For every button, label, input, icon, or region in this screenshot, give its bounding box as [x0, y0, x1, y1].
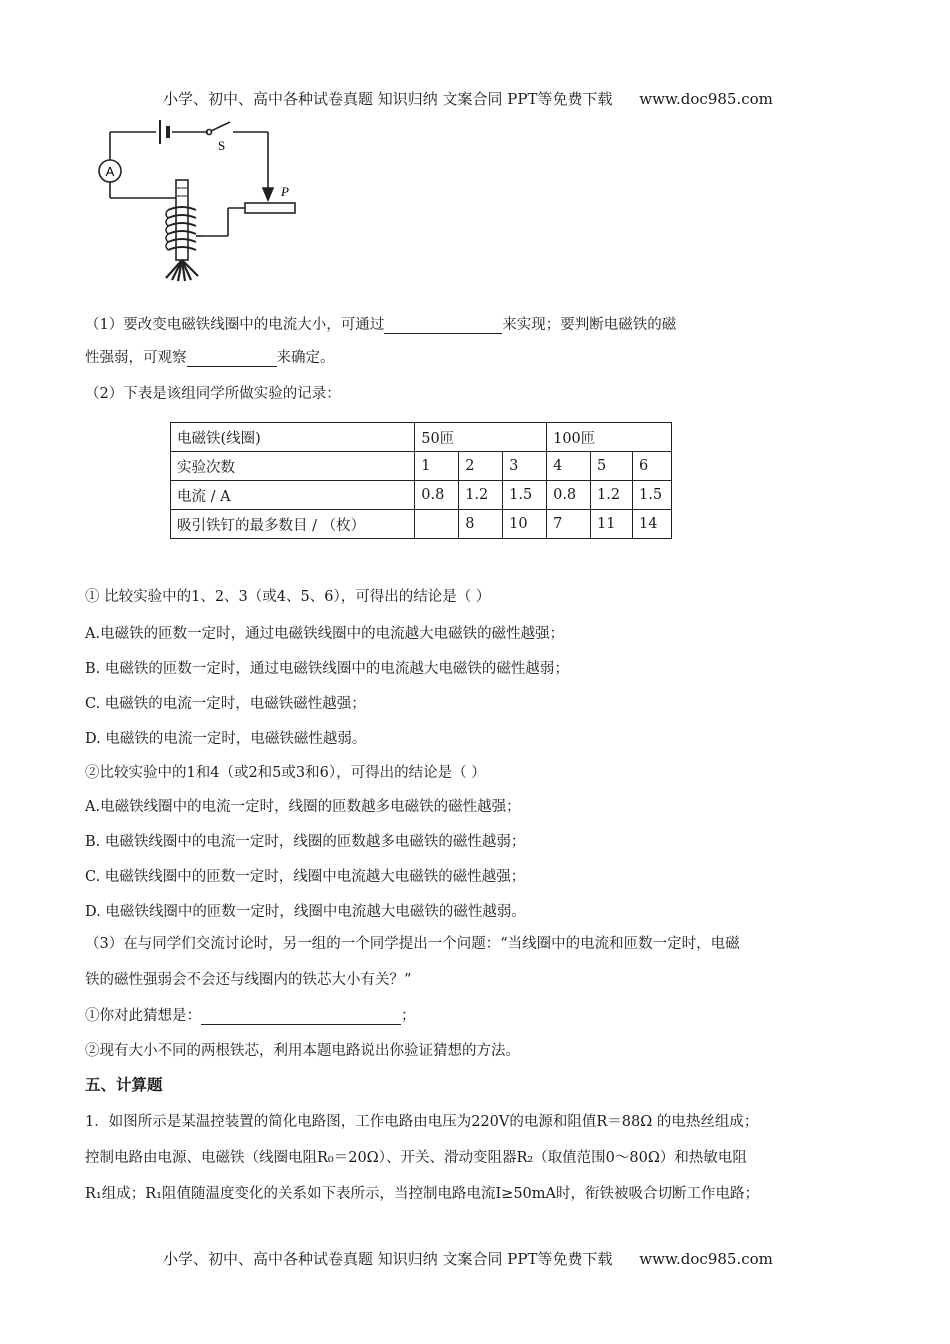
q1-text-a: （1）要改变电磁铁线圈中的电流大小，可通过 — [85, 317, 385, 333]
q3-guess-label: ①你对此猜想是： — [85, 1008, 201, 1024]
table-row — [171, 481, 672, 510]
circuit-diagram — [88, 118, 318, 288]
table-cell: 100匝 — [547, 423, 672, 452]
table-row — [171, 423, 672, 452]
table-cell: 50匝 — [415, 423, 547, 452]
page-header — [163, 88, 773, 109]
q2-sub1-stem: ① 比较实验中的1、2、3（或4、5、6），可得出的结论是（ ） — [85, 589, 491, 605]
table-row — [171, 452, 672, 481]
footer-text: 小学、初中、高中各种试卷真题 知识归纳 文案合同 PPT等免费下载 — [163, 1250, 613, 1268]
table-cell: 0.8 — [415, 481, 459, 510]
table-cell: 2 — [459, 452, 503, 481]
header-site-link[interactable]: www.doc985.com — [639, 90, 773, 108]
table-cell: 实验次数 — [171, 452, 415, 481]
table-cell: 11 — [591, 510, 633, 539]
table-cell: 10 — [503, 510, 547, 539]
q1-text-c: 性强弱，可观察 — [85, 350, 187, 366]
q2-sub2-option-b[interactable]: B. 电磁铁线圈中的电流一定时，线圈的匝数越多电磁铁的磁性越弱； — [85, 834, 526, 850]
q3-guess-blank[interactable] — [201, 1009, 401, 1025]
table-cell — [415, 510, 459, 539]
table-cell: 电磁铁(线圈) — [171, 423, 415, 452]
q1-line1 — [85, 313, 676, 334]
q1-blank-2[interactable] — [187, 351, 277, 367]
q3-line2: 铁的磁性强弱会不会还与线圈内的铁芯大小有关？” — [85, 972, 412, 988]
q2-sub2-option-a[interactable]: A.电磁铁线圈中的电流一定时，线圈的匝数越多电磁铁的磁性越强； — [85, 799, 521, 815]
slider-label: P — [281, 184, 289, 199]
table-cell: 14 — [632, 510, 671, 539]
q2-sub2-option-c[interactable]: C. 电磁铁线圈中的匝数一定时，线圈中电流越大电磁铁的磁性越强； — [85, 869, 526, 885]
table-cell: 0.8 — [547, 481, 591, 510]
q3-method: ②现有大小不同的两根铁芯，利用本题电路说出你验证猜想的方法。 — [85, 1043, 520, 1059]
q3-line1: （3）在与同学们交流讨论时，另一组的一个同学提出一个问题：“当线圈中的电流和匝数一定时，电磁 — [85, 936, 740, 952]
q3-guess — [85, 1004, 416, 1025]
experiment-table — [170, 422, 672, 539]
table-cell: 7 — [547, 510, 591, 539]
q1-line2 — [85, 346, 335, 367]
table-cell: 1.2 — [459, 481, 503, 510]
table-cell: 电流 / A — [171, 481, 415, 510]
table-cell: 6 — [632, 452, 671, 481]
page-footer — [163, 1248, 773, 1269]
q2-sub1-option-c[interactable]: C. 电磁铁的电流一定时，电磁铁磁性越强； — [85, 696, 366, 712]
q2-sub2-stem: ②比较实验中的1和4（或2和5或3和6），可得出的结论是（ ） — [85, 765, 486, 781]
header-text: 小学、初中、高中各种试卷真题 知识归纳 文案合同 PPT等免费下载 — [163, 90, 613, 108]
table-cell: 5 — [591, 452, 633, 481]
q2-sub1-option-b[interactable]: B. 电磁铁的匝数一定时，通过电磁铁线圈中的电流越大电磁铁的磁性越弱； — [85, 661, 569, 677]
calc-problem-line2: 控制电路由电源、电磁铁（线圈电阻R₀＝20Ω）、开关、滑动变阻器R₂（取值范围0～80Ω）和热敏电阻 — [85, 1150, 747, 1166]
q1-text-d: 来确定。 — [276, 350, 335, 366]
footer-site-link[interactable]: www.doc985.com — [639, 1250, 773, 1268]
switch-label: S — [218, 138, 226, 153]
table-cell: 1.2 — [591, 481, 633, 510]
table-cell: 1.5 — [632, 481, 671, 510]
table-cell: 4 — [547, 452, 591, 481]
q1-text-b: 来实现；要判断电磁铁的磁 — [502, 317, 677, 333]
q2-sub1-option-d[interactable]: D. 电磁铁的电流一定时，电磁铁磁性越弱。 — [85, 731, 367, 747]
table-cell: 吸引铁钉的最多数目 / （枚） — [171, 510, 415, 539]
calc-problem-line1: 1．如图所示是某温控装置的简化电路图，工作电路由电压为220V的电源和阻值R＝88Ω 的电热丝组成； — [85, 1114, 759, 1130]
section-title: 五、计算题 — [85, 1076, 163, 1094]
table-cell: 3 — [503, 452, 547, 481]
q2-intro: （2）下表是该组同学所做实验的记录： — [85, 386, 341, 402]
table-cell: 1.5 — [503, 481, 547, 510]
table-cell: 8 — [459, 510, 503, 539]
ammeter-label: A — [105, 164, 115, 179]
calc-problem-line3: R₁组成；R₁阻值随温度变化的关系如下表所示，当控制电路电流I≥50mA时，衔铁被吸合切断工作电路； — [85, 1186, 760, 1202]
q1-blank-1[interactable] — [384, 318, 502, 334]
q2-sub2-option-d[interactable]: D. 电磁铁线圈中的匝数一定时，线圈中电流越大电磁铁的磁性越弱。 — [85, 904, 526, 920]
table-row — [171, 510, 672, 539]
q3-guess-end: ； — [401, 1008, 416, 1024]
q2-sub1-option-a[interactable]: A.电磁铁的匝数一定时，通过电磁铁线圈中的电流越大电磁铁的磁性越强； — [85, 626, 565, 642]
table-cell: 1 — [415, 452, 459, 481]
